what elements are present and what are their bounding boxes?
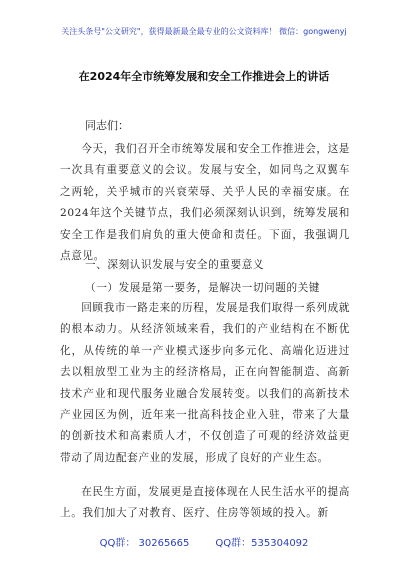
section-heading: 一、深刻认识发展与安全的重要意义	[85, 259, 265, 271]
footer-qq-group-2: QQ群：535304092	[215, 538, 309, 549]
footer-qq-group-1: QQ群： 30265665	[99, 538, 190, 549]
body-paragraph-development: 回顾我市一路走来的历程，发展是我们取得一系列成就的根本动力。从经济领域来看，我们的产业结构在不断优化，从传统的单一产业模式逐步向多元化、高端化迈进过去以粗放型工业为主的经济格局，正在向智能制造、高新技术产业和现代服务业融合发展转变。以我们的高新技术产业园区为例，近年来一批高科技企业入驻，带来了大量的创新技术和高素质人才，不仅创造了可观的经济效益更带动了周边配套产业的发展，形成了良好的产业生态。	[60, 302, 350, 464]
footer-contact	[0, 534, 408, 549]
subsection-heading: （一）发展是第一要务，是解决一切问题的关键	[85, 282, 321, 294]
body-paragraph-livelihood: 在民生方面，发展更是直接体现在人民生活水平的提高上。我们加大了对教育、医疗、住房等领域的投入。新	[60, 486, 350, 520]
header-promo-note: 关注头条号"公文研究"，获得最新最全最专业的公文资料库！ 微信：gongwenyj	[61, 27, 347, 36]
salutation: 同志们：	[85, 119, 129, 132]
intro-paragraph: 今天，我们召开全市统筹发展和安全工作推进会，这是一次具有重要意义的会议。发展与安全，如同鸟之双翼车之两轮，关乎城市的兴衰荣辱、关乎人民的幸福安康。在2024年这个关键节点，我们必须深刻认识到，统筹发展和安全工作是我们肩负的重大使命和责任。下面，我强调几点意见。	[60, 143, 350, 263]
document-title: 在2024年全市统筹发展和安全工作推进会上的讲话	[78, 70, 330, 83]
